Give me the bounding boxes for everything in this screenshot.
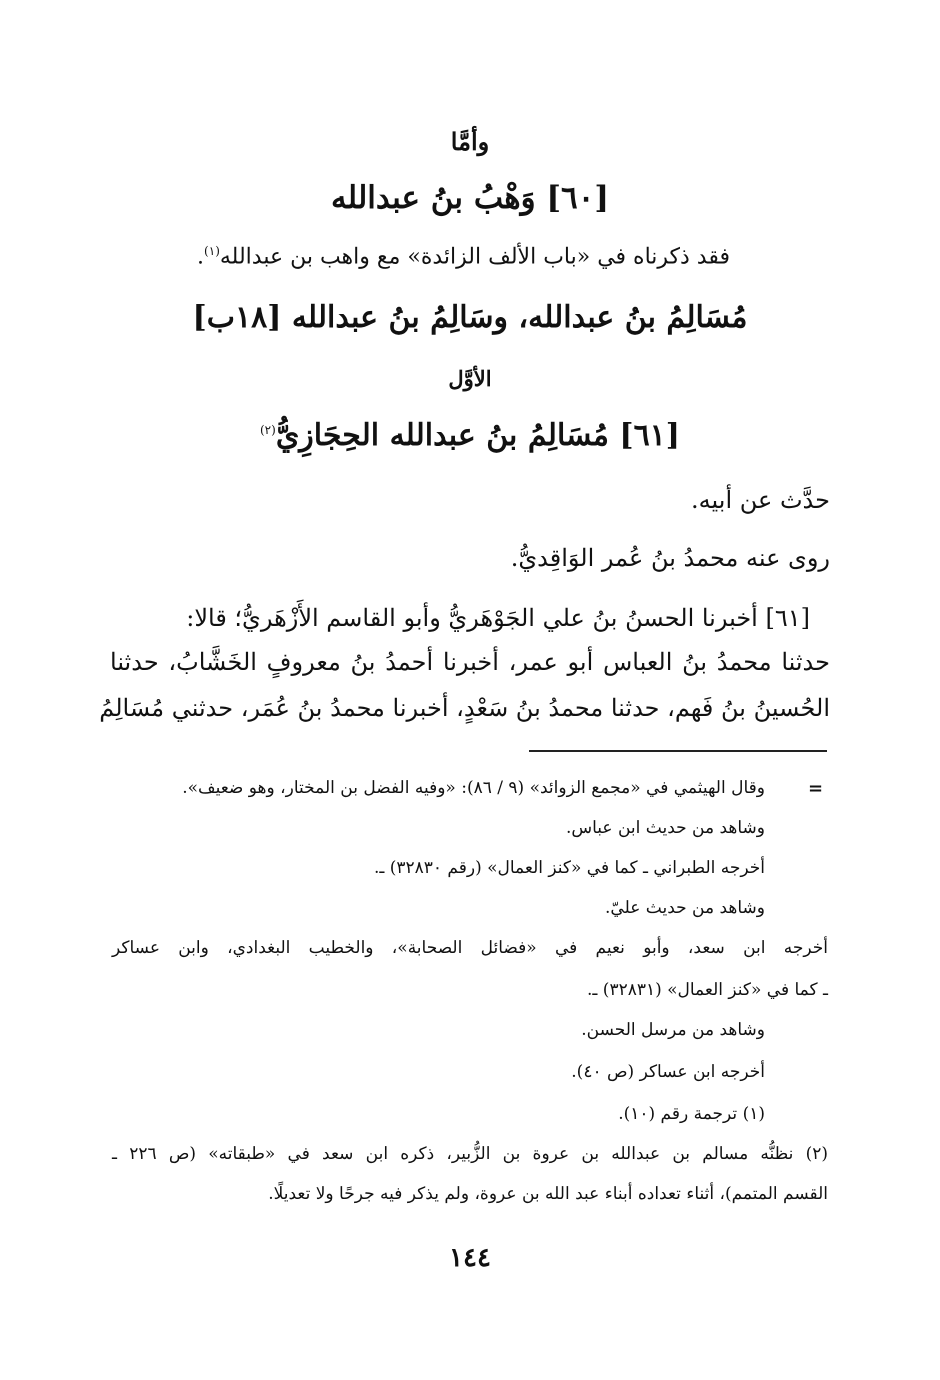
footnote-line: أخرجه الطبراني ـ كما في «كنز العمال» (رقم ٣٢٨٣٠) ـ. (373, 858, 765, 878)
entry-60-title: [٦٠] وَهْبُ بنُ عبدالله (330, 180, 610, 216)
footnote-line: وشاهد من مرسل الحسن. (581, 1020, 765, 1040)
section-title: مُسَالِمُ بنُ عبدالله، وسَالِمُ بنُ عبدالله [١٨ب] (192, 300, 748, 335)
footnote-line: وشاهد من حديث عليّ. (605, 898, 765, 918)
narration-line-1: حدَّث عن أبيه. (691, 486, 830, 514)
hadith-line-1: [٦١] أخبرنا الحسنُ بنُ علي الجَوْهَريُّ وأبو القاسم الأَزْهَريُّ؛ قالا: (186, 604, 810, 632)
entry-60-text-line (197, 244, 730, 271)
entry-61-title: [٦١] مُسَالِمُ بنُ عبدالله الحِجَازِيُّ (275, 418, 680, 453)
footnote-line: وقال الهيثمي في «مجمع الزوائد» (٩ / ٨٦): «وفيه الفضل بن المختار، وهو ضعيف». (182, 778, 765, 798)
page-number: ١٤٤ (449, 1243, 491, 1273)
hadith-line-3: الحُسينُ بنُ فَهم، حدثنا محمدُ بنُ سَعْدٍ، أخبرنا محمدُ بنُ عُمَر، حدثني مُسَالِمُ (99, 694, 830, 722)
footnote-line: أخرجه ابن سعد، وأبو نعيم في «فضائل الصحابة»، والخطيب البغدادي، وابن عساكر (112, 938, 828, 958)
narration-line-2: روى عنه محمدُ بنُ عُمر الوَاقِديُّ. (510, 544, 830, 572)
entry-60-text: فقد ذكرناه في «باب الألف الزائدة» مع واهب بن عبدالله (219, 244, 730, 270)
entry-60-period: . (197, 244, 205, 270)
entry-61-title-line (100, 418, 840, 454)
footnote-line: ـ كما في «كنز العمال» (٣٢٨٣١) ـ. (587, 980, 828, 1000)
footnote-line: القسم المتمم)، أثناء تعداده أبناء عبد الله بن عروة، ولم يذكر فيه جرحًا ولا تعديلًا. (268, 1184, 828, 1204)
continuation-mark: = (808, 778, 824, 799)
footnote-line: وشاهد من حديث ابن عباس. (565, 818, 765, 838)
footnote-line: أخرجه ابن عساكر (ص ٤٠). (571, 1062, 765, 1082)
first-heading: الأوَّل (448, 366, 492, 391)
hadith-line-2: حدثنا محمدُ بنُ العباس أبو عمر، أخبرنا أحمدُ بنُ معروفٍ الخَشَّابُ، حدثنا (110, 648, 830, 676)
footnote-line: (٢) نظنُّه مسالم بن عبدالله بن عروة بن الزُّبير، ذكره ابن سعد في «طبقاته» (ص ٢٢٦ ـ (112, 1144, 828, 1164)
footnote-line: (١) ترجمة رقم (١٠). (618, 1104, 765, 1124)
heading-intro: وأمَّا (450, 127, 490, 156)
footnote-ref-1: (١) (204, 244, 220, 258)
footnote-separator (529, 750, 827, 752)
footnote-ref-2: (٢) (259, 423, 276, 437)
